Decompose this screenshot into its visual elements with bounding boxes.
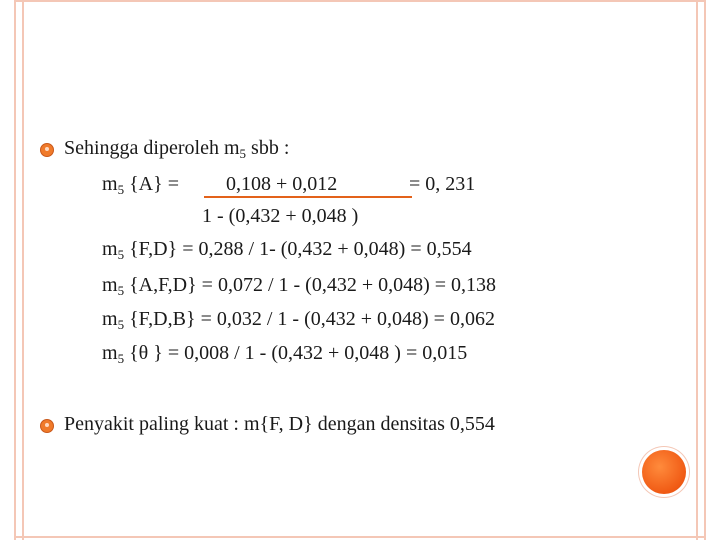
equation-m: m bbox=[102, 274, 118, 296]
formula-numerator: 0,108 + 0,012 bbox=[226, 173, 338, 195]
equation-sub: 5 bbox=[117, 351, 125, 366]
bullet1-suffix: sbb : bbox=[246, 137, 290, 159]
formula-sub: 5 bbox=[117, 182, 125, 197]
equation-m: m bbox=[102, 342, 118, 364]
equation-m: m bbox=[102, 238, 118, 260]
bullet1-text bbox=[64, 136, 289, 166]
equation-text: {A,F,D} = 0,072 / 1 - (0,432 + 0,048) = 0,138 bbox=[124, 274, 497, 296]
bullet1-subscript: 5 bbox=[239, 146, 247, 161]
formula-denominator: 1 - (0,432 + 0,048 ) bbox=[202, 205, 359, 227]
equation-sub: 5 bbox=[117, 247, 125, 262]
equation-text: {F,D} = 0,288 / 1- (0,432 + 0,048) = 0,554 bbox=[124, 238, 472, 260]
equation-text: {F,D,B} = 0,032 / 1 - (0,432 + 0,048) = 0,062 bbox=[124, 308, 495, 330]
equation-line bbox=[102, 273, 496, 303]
bullet-icon bbox=[40, 143, 54, 157]
equation-text: {θ } = 0,008 / 1 - (0,432 + 0,048 ) = 0,015 bbox=[124, 342, 468, 364]
bullet-icon bbox=[40, 419, 54, 433]
equation-line bbox=[102, 341, 467, 371]
equation-line bbox=[102, 237, 472, 267]
decorative-orb bbox=[642, 450, 686, 494]
equation-sub: 5 bbox=[117, 317, 125, 332]
formula-lhs-text: {A} = bbox=[124, 173, 179, 195]
equation-sub: 5 bbox=[117, 283, 125, 298]
bullet1-prefix: Sehingga diperoleh m bbox=[64, 137, 240, 159]
formula-lhs bbox=[102, 172, 179, 202]
equation-line bbox=[102, 307, 495, 337]
equation-m: m bbox=[102, 308, 118, 330]
formula-result: = 0, 231 bbox=[409, 173, 476, 195]
formula-m: m bbox=[102, 173, 118, 195]
fraction-line bbox=[204, 196, 412, 198]
bullet2-text: Penyakit paling kuat : m{F, D} dengan densitas 0,554 bbox=[64, 413, 495, 435]
